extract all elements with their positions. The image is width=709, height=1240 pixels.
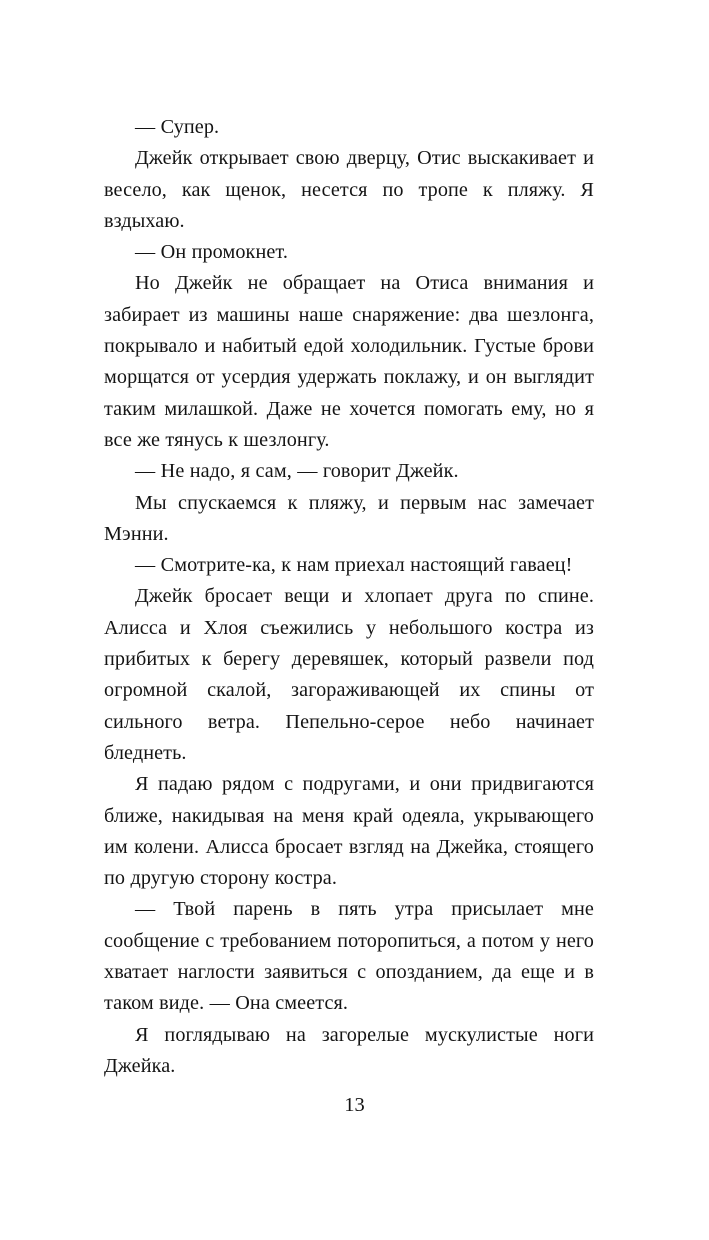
body-text-column bbox=[104, 112, 594, 1082]
paragraph: — Он промокнет. bbox=[135, 241, 288, 264]
paragraph: Но Джейк не обращает на Отиса внимания и забирает из машины наше снаряжение: два шезлонга, покрывало и набитый едой холодильник. Густые брови морщатся от усердия удержать поклажу, и он выглядит таким милашкой. Даже не хочется помогать ему, но я все же тянусь к шезлонгу. bbox=[104, 272, 594, 451]
paragraph: — Твой парень в пять утра присылает мне сообщение с требованием поторопиться, а потом у него хватает наглости заявиться с опозданием, да еще и в таком виде. — Она смеется. bbox=[104, 898, 594, 1015]
paragraph: — Не надо, я сам, — говорит Джейк. bbox=[135, 460, 459, 483]
paragraph: Джейк открывает свою дверцу, Отис выскакивает и весело, как щенок, несется по тропе к пляжу. Я вздыхаю. bbox=[104, 147, 594, 232]
paragraph: Мы спускаемся к пляжу, и первым нас замечает Мэнни. bbox=[104, 491, 594, 545]
paragraph: — Супер. bbox=[135, 116, 220, 138]
paragraph: Я падаю рядом с подругами, и они придвигаются ближе, накидывая на меня край одеяла, укрывающего им колени. Алисса бросает взгляд на Джейка, стоящего по другую сторону костра. bbox=[104, 773, 594, 890]
paragraph: Я поглядываю на загорелые мускулистые ноги Джейка. bbox=[104, 1023, 594, 1077]
page-number: 13 bbox=[344, 1094, 365, 1116]
paragraph: Джейк бросает вещи и хлопает друга по спине. Алисса и Хлоя съежились у небольшого костра из прибитых к берегу деревяшек, который развели под огромной скалой, загораживающей их спины от сильного ветра. Пепельно-серое небо начинает бледнеть. bbox=[104, 585, 594, 764]
paragraph: — Смотрите-ка, к нам приехал настоящий гаваец! bbox=[135, 554, 573, 577]
